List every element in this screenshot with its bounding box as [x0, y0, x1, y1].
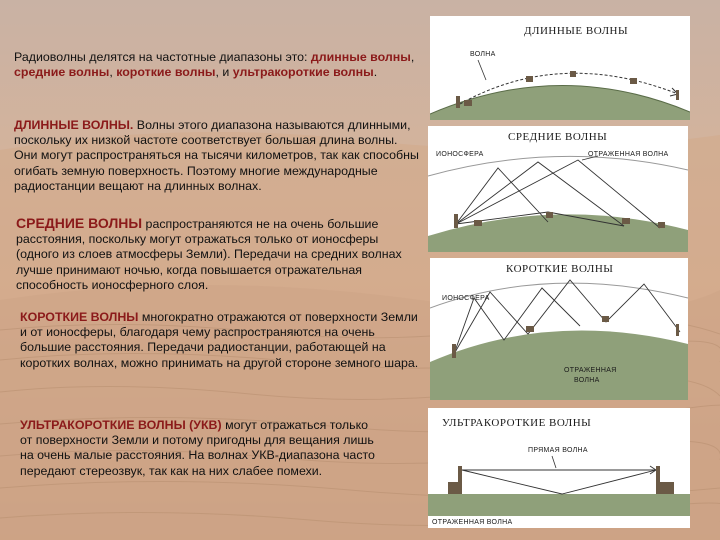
- earth-surface: [428, 214, 688, 252]
- separator: ,: [410, 50, 415, 64]
- reflected-wave-label-2: ВОЛНА: [574, 377, 600, 384]
- short-waves-paragraph: [20, 310, 420, 371]
- earth-surface: [428, 494, 690, 516]
- medium-waves-heading: СРЕДНИЕ ВОЛНЫ: [16, 215, 143, 231]
- earth-surface: [430, 331, 688, 400]
- separator: .: [373, 65, 378, 80]
- short-waves-heading: КОРОТКИЕ ВОЛНЫ: [20, 310, 139, 324]
- medium-waves-paragraph: [16, 216, 424, 293]
- long-waves-heading: ДЛИННЫЕ ВОЛНЫ.: [14, 118, 134, 132]
- term-ultrashort-waves: ультракороткие волны: [232, 65, 374, 80]
- term-long-waves: длинные волны: [310, 50, 411, 64]
- wave-label-leader: [478, 60, 486, 80]
- intro-paragraph: [14, 50, 424, 80]
- short-waves-card-title: КОРОТКИЕ ВОЛНЫ: [506, 263, 614, 275]
- ionosphere-layer: [428, 156, 688, 176]
- separator: , и: [215, 65, 233, 80]
- long-waves-body: Волны этого диапазона называются длинными, поскольку их низкой частоте соответствует большая длина волны. Они могут распространяться на тысячи километров, так как способны огибать земную поверхность. Поэтому многие международные радиостанции вещают на длинных волнах.: [14, 118, 419, 193]
- vhf-wave-paths: [462, 466, 656, 494]
- short-waves-body: многократно отражаются от поверхности Земли и от ионосферы, благодаря чему распространяются на очень большие расстояния. Передачи радиостанции, работающей на коротких волнах, можно принимать на другой стороне земного шара.: [20, 310, 419, 370]
- term-short-waves: короткие волны: [116, 65, 216, 80]
- medium-waves-body: распространяются не на очень большие расстояния, поскольку могут отражаться только от ионосферы (одного из слоев атмосферы Земли). Передачи на средних волнах лучше принимают ночью, когда повышается отражательная способность ионосферного слоя.: [16, 217, 402, 292]
- long-waves-card-title: ДЛИННЫЕ ВОЛНЫ: [524, 25, 629, 37]
- direct-wave-label: ПРЯМАЯ ВОЛНА: [528, 447, 588, 454]
- reflected-wave-label: ОТРАЖЕННАЯ ВОЛНА: [588, 151, 669, 158]
- vhf-heading: УЛЬТРАКОРОТКИЕ ВОЛНЫ (УКВ): [20, 418, 222, 432]
- vhf-card-title: УЛЬТРАКОРОТКИЕ ВОЛНЫ: [442, 417, 592, 429]
- medium-waves-card-title: СРЕДНИЕ ВОЛНЫ: [508, 131, 608, 143]
- vhf-body: могут отражаться только от поверхности Земли и потому пригодны для вещания лишь на очень малые расстояния. На волнах УКВ-диапазона часто передают стереозвук, так как на них слабее помехи.: [20, 418, 375, 478]
- wave-label: ВОЛНА: [470, 51, 496, 58]
- vhf-paragraph: [20, 418, 380, 479]
- reflected-wave-label: ОТРАЖЕННАЯ: [564, 367, 617, 374]
- term-medium-waves: средние волны: [14, 65, 110, 80]
- short-waves-illustration: [430, 258, 688, 400]
- ionosphere-label: ИОНОСФЕРА: [442, 295, 490, 302]
- long-waves-illustration: [430, 16, 690, 120]
- ionosphere-label: ИОНОСФЕРА: [436, 151, 484, 158]
- intro-lead: Радиоволны делятся на частотные диапазоны это:: [14, 50, 311, 64]
- separator: ,: [109, 65, 117, 80]
- vhf-illustration: [428, 408, 690, 528]
- long-waves-paragraph: [14, 118, 422, 194]
- medium-waves-illustration: [428, 126, 688, 252]
- reflected-wave-label: ОТРАЖЕННАЯ ВОЛНА: [432, 519, 513, 526]
